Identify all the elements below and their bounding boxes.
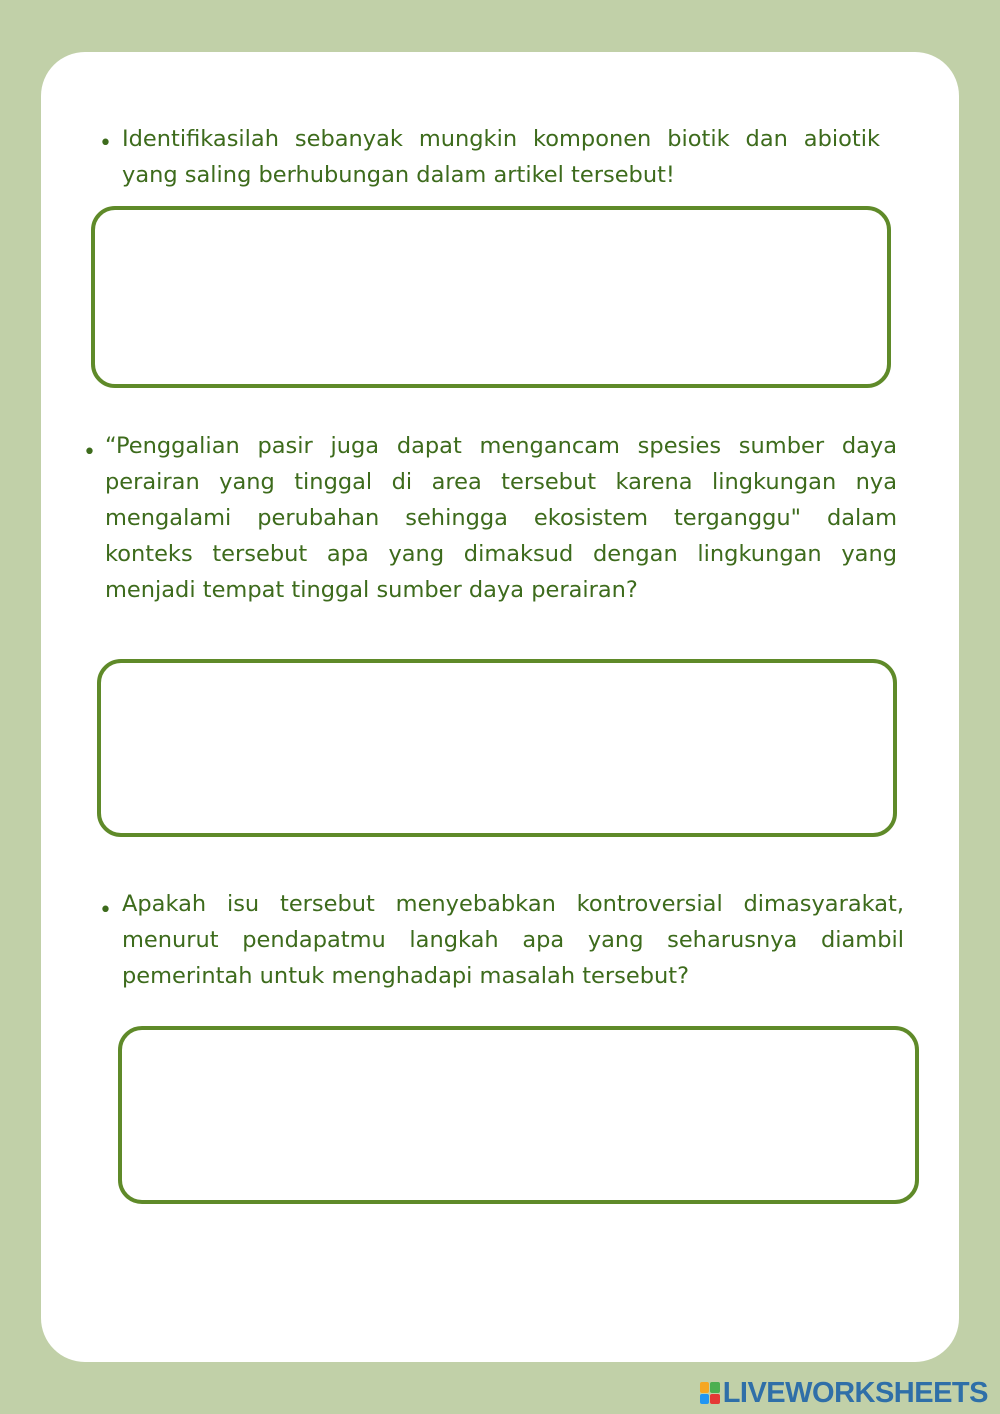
question-1-text: Identifikasilah sebanyak mungkin komponen biotik dan abiotik yang saling berhubungan dalam artikel tersebut! xyxy=(122,126,880,188)
logo-tile-i xyxy=(710,1382,720,1393)
answer-box-2 xyxy=(97,659,897,837)
answer-box-1 xyxy=(91,206,891,388)
worksheet-page xyxy=(41,52,959,1362)
question-3-text: Apakah isu tersebut menyebabkan kontroversial dimasyarakat, menurut pendapatmu langkah apa yang seharusnya diambil pemerintah untuk menghadapi masalah tersebut? xyxy=(122,891,904,989)
answer-input-3[interactable] xyxy=(122,1030,915,1200)
answer-input-1[interactable] xyxy=(95,210,887,384)
liveworksheets-logo xyxy=(700,1378,988,1408)
question-2-text: “Penggalian pasir juga dapat mengancam spesies sumber daya perairan yang tinggal di area tersebut karena lingkungan nya mengalami perubahan sehingga ekosistem terganggu" dalam konteks tersebut apa yang dimaksud dengan lingkungan yang menjadi tempat tinggal sumber daya perairan? xyxy=(105,433,897,603)
liveworksheets-logo-icon xyxy=(700,1382,720,1404)
answer-input-2[interactable] xyxy=(101,663,893,833)
logo-tile-l xyxy=(700,1382,710,1393)
logo-tile-v xyxy=(700,1394,710,1405)
logo-tile-e xyxy=(710,1394,720,1405)
answer-box-3 xyxy=(118,1026,919,1204)
bullet-1: • xyxy=(99,131,112,156)
liveworksheets-brand-text: LIVEWORKSHEETS xyxy=(722,1376,988,1409)
bullet-3: • xyxy=(99,898,112,923)
bullet-2: • xyxy=(83,440,96,465)
